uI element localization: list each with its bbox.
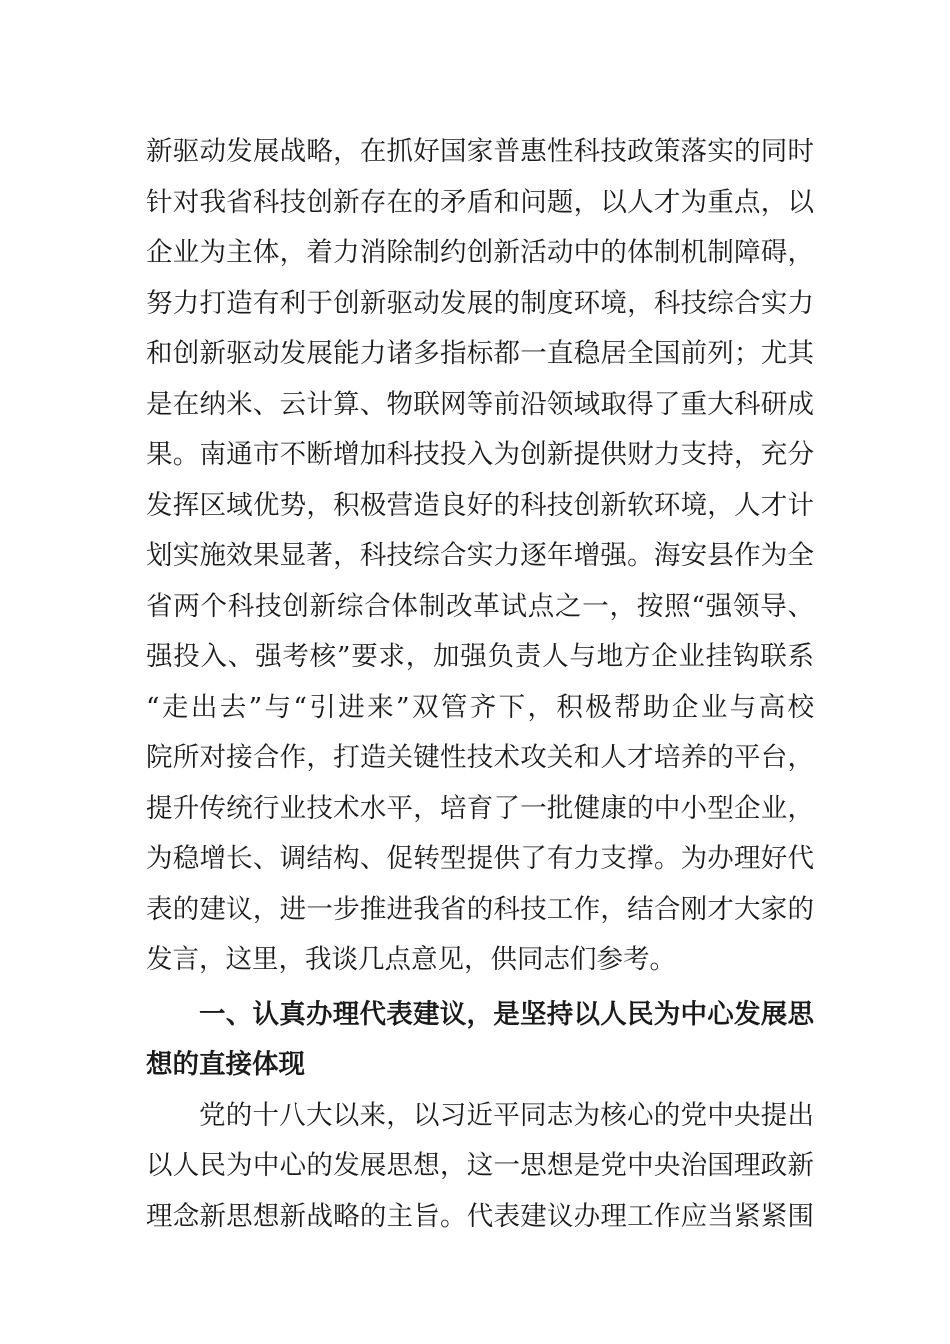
text-line: 院所对接合作，打造关键性技术攻关和人才培养的平台， xyxy=(146,742,814,773)
text-line: 是在纳米、云计算、物联网等前沿领域取得了重大科研成 xyxy=(146,388,814,420)
text-line: 表的建议，进一步推进我省的科技工作，结合刚才大家的 xyxy=(146,893,814,925)
text-line: 省两个科技创新综合体制改革试点之一，按照“强领导、 xyxy=(146,590,814,622)
text-line: 理念新思想新战略的主旨。代表建议办理工作应当紧紧围 xyxy=(146,1200,814,1232)
text-line: “走出去”与“引进来”双管齐下，积极帮助企业与高校 xyxy=(146,691,814,723)
text-line: 党的十八大以来，以习近平同志为核心的党中央提出 xyxy=(199,1099,814,1131)
heading-line: 一、认真办理代表建议，是坚持以人民为中心发展思 xyxy=(199,998,814,1030)
body-paragraph xyxy=(146,127,814,986)
section-heading xyxy=(146,990,814,1091)
text-line: 为稳增长、调结构、促转型提供了有力支撑。为办理好代 xyxy=(146,843,814,874)
text-line: 提升传统行业技术水平，培育了一批健康的中小型企业， xyxy=(146,792,814,824)
text-line: 强投入、强考核”要求，加强负责人与地方企业挂钩联系 xyxy=(146,641,814,672)
text-line: 新驱动发展战略，在抓好国家普惠性科技政策落实的同时 xyxy=(146,136,814,167)
text-line: 企业为主体，着力消除制约创新活动中的体制机制障碍， xyxy=(146,237,814,268)
text-line: 发挥区域优势，积极营造良好的科技创新软环境，人才计 xyxy=(146,489,814,521)
text-line: 果。南通市不断增加科技投入为创新提供财力支持，充分 xyxy=(146,439,814,470)
text-line: 和创新驱动发展能力诸多指标都一直稳居全国前列；尤其 xyxy=(146,338,814,369)
heading-line: 想的直接体现 xyxy=(146,1049,305,1080)
text-line: 以人民为中心的发展思想，这一思想是党中央治国理政新 xyxy=(146,1150,814,1181)
body-paragraph xyxy=(146,1091,814,1243)
text-line: 针对我省科技创新存在的矛盾和问题，以人才为重点，以 xyxy=(146,186,814,218)
text-line: 发言，这里，我谈几点意见，供同志们参考。 xyxy=(146,944,676,975)
text-line: 努力打造有利于创新驱动发展的制度环境，科技综合实力 xyxy=(146,287,814,319)
text-line: 划实施效果显著，科技综合实力逐年增强。海安县作为全 xyxy=(146,540,814,571)
document-text xyxy=(146,127,814,1242)
